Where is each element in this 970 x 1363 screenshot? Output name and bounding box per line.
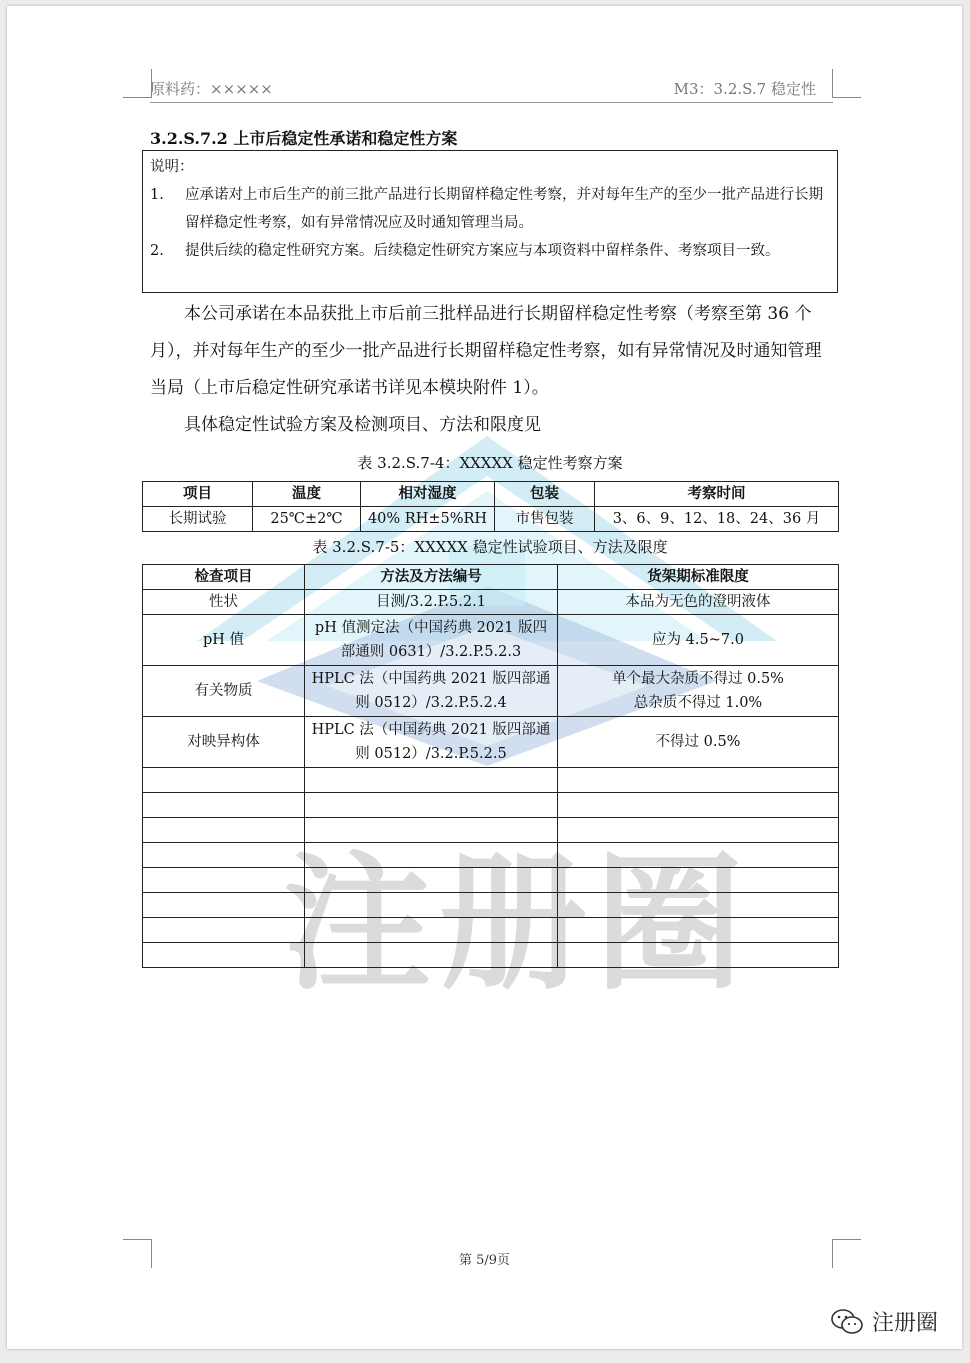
table-row: [143, 717, 839, 768]
table-cell: HPLC 法（中国药典 2021 版四部通则 0512）/3.2.P.5.2.5: [305, 717, 558, 768]
note-label: 说明：: [150, 159, 194, 175]
table-row-empty: [143, 768, 839, 793]
table-header-cell: 考察时间: [595, 482, 839, 507]
table-cell: 对映异构体: [143, 717, 305, 768]
table-cell: 性状: [143, 590, 305, 615]
table-cell: 目测/3.2.P.5.2.1: [305, 590, 558, 615]
table-header-row: [143, 482, 839, 507]
table-header-cell: 方法及方法编号: [305, 565, 558, 590]
table-cell: 市售包装: [495, 507, 595, 532]
table-cell: 本品为无色的澄明液体: [558, 590, 839, 615]
table-row-empty: [143, 943, 839, 968]
table-cell: 40% RH±5%RH: [361, 507, 495, 532]
table-header-cell: 项目: [143, 482, 253, 507]
table-cell: HPLC 法（中国药典 2021 版四部通则 0512）/3.2.P.5.2.4: [305, 666, 558, 717]
table-row-empty: [143, 868, 839, 893]
note-item-text: 提供后续的稳定性研究方案。后续稳定性研究方案应与本项资料中留样条件、考察项目一致。: [185, 243, 780, 259]
table-cell: 不得过 0.5%: [558, 717, 839, 768]
table-cell: 25℃±2℃: [253, 507, 361, 532]
table-row: [143, 590, 839, 615]
stability-test-table: [142, 564, 839, 968]
table-row-empty: [143, 918, 839, 943]
table-cell: 长期试验: [143, 507, 253, 532]
brand-badge: [830, 1306, 938, 1337]
table-header-cell: 相对湿度: [361, 482, 495, 507]
note-item-number: 2.: [150, 243, 164, 259]
table-cell: pH 值: [143, 615, 305, 666]
table-header-cell: 货架期标准限度: [558, 565, 839, 590]
header-right: M3：3.2.S.7 稳定性: [673, 80, 816, 98]
table-row-empty: [143, 843, 839, 868]
table-header-row: [143, 565, 839, 590]
document-page: [7, 6, 962, 1349]
table-cell: 应为 4.5~7.0: [558, 615, 839, 666]
brand-text: 注册圈: [871, 1311, 938, 1336]
table-cell: 单个最大杂质不得过 0.5% 总杂质不得过 1.0%: [558, 666, 839, 717]
header-left: 原料药：×××××: [150, 80, 273, 98]
table-header-cell: 检查项目: [143, 565, 305, 590]
section-title: 3.2.S.7.2 上市后稳定性承诺和稳定性方案: [150, 129, 458, 148]
table-caption: 表 3.2.S.7-5：XXXXX 稳定性试验项目、方法及限度: [312, 538, 668, 556]
watermark-text: 注册圈: [283, 838, 751, 1010]
table-row: [143, 507, 839, 532]
corner-mark: [832, 69, 861, 98]
table-cell: 有关物质: [143, 666, 305, 717]
wechat-icon: [830, 1308, 864, 1336]
page-number: 第 5/9页: [458, 1253, 511, 1268]
stability-plan-table: [142, 481, 839, 532]
note-item-number: 1.: [150, 187, 164, 203]
table-caption: 表 3.2.S.7-4：XXXXX 稳定性考察方案: [357, 454, 623, 472]
table-cell: 3、6、9、12、18、24、36 月: [595, 507, 839, 532]
table-row: [143, 615, 839, 666]
header-rule: [150, 102, 833, 103]
table-row-empty: [143, 793, 839, 818]
note-box: [142, 150, 838, 293]
body-paragraph: 本公司承诺在本品获批上市后前三批样品进行长期留样稳定性考察（考察至第 36 个月），并对每年生产的至少一批产品进行长期留样稳定性考察，如有异常情况及时通知管理当局（上市后稳定性研究承诺书详见本模块附件 1）。: [150, 304, 822, 398]
table-row: [143, 666, 839, 717]
corner-mark: [123, 69, 152, 98]
table-row-empty: [143, 818, 839, 843]
note-item-text: 应承诺对上市后生产的前三批产品进行长期留样稳定性考察，并对每年生产的至少一批产品进行长期留样稳定性考察，如有异常情况应及时通知管理当局。: [185, 187, 823, 231]
body-paragraph: 具体稳定性试验方案及检测项目、方法和限度见: [184, 415, 541, 435]
table-cell: pH 值测定法（中国药典 2021 版四部通则 0631）/3.2.P.5.2.3: [305, 615, 558, 666]
table-header-cell: 包装: [495, 482, 595, 507]
table-header-cell: 温度: [253, 482, 361, 507]
table-row-empty: [143, 893, 839, 918]
